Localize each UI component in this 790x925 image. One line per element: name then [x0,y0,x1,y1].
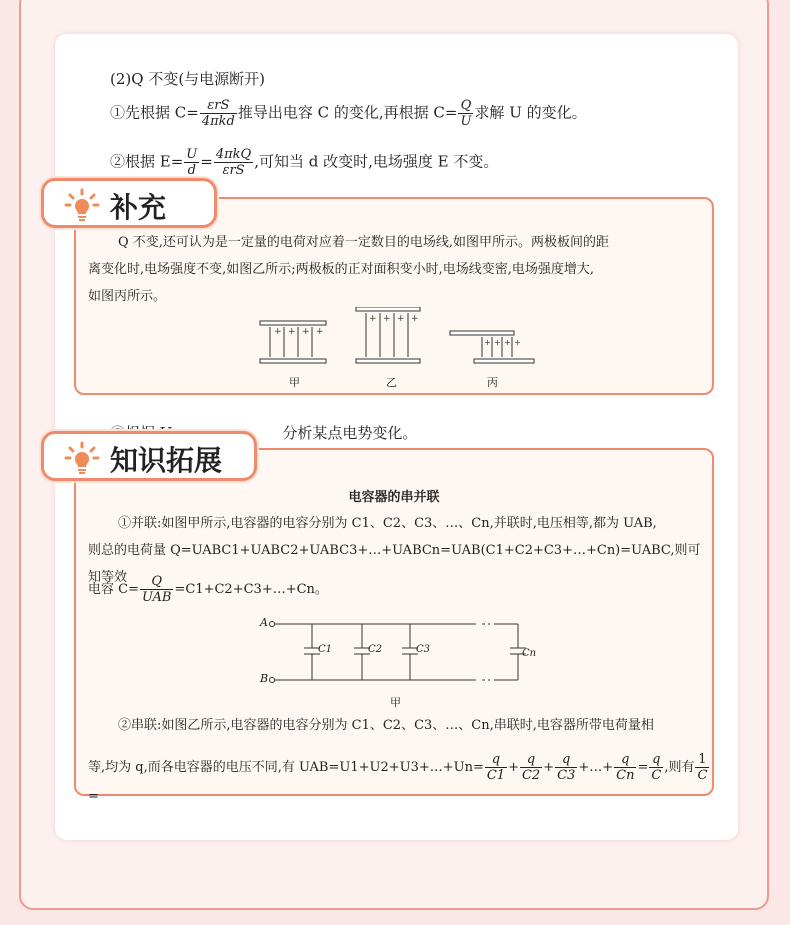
svg-text:+: + [397,314,405,324]
fraction-denominator: UAB [141,590,172,605]
knowledge-tag-label: 知识拓展 [110,444,223,477]
equiv-cap-tail: =C1+C2+C3+…+Cn。 [174,582,328,597]
fraction-numerator: q [649,752,663,768]
svg-text:+: + [369,314,377,324]
q-over-c3 [555,752,577,783]
fraction-numerator: Q [458,98,473,114]
cap-label-3: C3 [416,644,431,655]
fraction-numerator: q [614,752,636,768]
circuit-figure-label: 甲 [390,696,401,709]
step2-lead: ②根据 E= [110,152,184,171]
fraction-denominator: εrS [222,163,245,178]
fraction-denominator: U [460,114,472,129]
fraction-denominator: C2 [521,768,541,783]
series-end: = [88,789,99,804]
fraction-numerator: εrS [200,98,237,114]
step1-lead: ①先根据 C= [110,103,199,122]
lightbulb-icon [64,188,100,224]
step1-formula-line [110,98,587,129]
u-over-d-fraction [184,147,199,178]
q-over-uab-fraction [140,574,174,605]
q-over-c [649,752,663,783]
lightbulb-icon [64,441,100,477]
supplement-tag-label: 补充 [110,191,167,224]
figure-yi [356,307,420,363]
equals-sign: = [200,152,213,171]
cap-label-1: C1 [318,644,333,655]
field-fraction [214,147,253,178]
knowledge-box [74,448,714,804]
step1-mid: 推导出电容 C 的变化,再根据 C= [237,103,458,122]
svg-text:+: + [288,327,296,337]
equiv-cap-lead: 电容 C= [88,582,139,597]
q-over-c1 [485,752,507,783]
fraction-numerator: q [520,752,542,768]
fraction-numerator: q [555,752,577,768]
step2-tail: ,可知当 d 改变时,电场强度 E 不变。 [254,152,499,171]
knowledge-tag [41,431,257,481]
fraction-denominator: C1 [486,768,506,783]
step1-tail: 求解 U 的变化。 [474,103,587,122]
supplement-line-1: Q 不变,还可认为是一定量的电荷对应着一定数目的电场线,如图甲所示。两极板间的距 [118,235,610,250]
ellipsis-plus: +…+ [578,760,614,775]
fraction-denominator: C [697,768,708,783]
fraction-numerator: q [485,752,507,768]
fraction-denominator: C [651,768,662,783]
parallel-circuit [256,612,556,692]
fraction-numerator: 1 [695,752,709,768]
supplement-tag [41,178,217,228]
equals-sign: = [637,760,649,775]
figure-label-yi: 乙 [386,376,397,389]
q-unchanged-heading: (2)Q 不变(与电源断开) [110,70,266,88]
plus-sign: + [508,760,519,775]
svg-text:+: + [514,338,521,347]
q-over-cn [614,752,636,783]
cap-label-2: C2 [368,644,383,655]
q-over-c2 [520,752,542,783]
svg-text:+: + [383,314,391,324]
plus-sign: + [543,760,555,775]
terminal-a: A [260,616,268,629]
figure-bing [450,331,534,363]
fraction-numerator: 4πkQ [215,147,252,162]
series-then: ,则有 [664,760,695,775]
fraction-denominator: d [187,163,196,178]
svg-text:+: + [274,327,282,337]
svg-text:+: + [411,314,419,324]
figure-jia [260,321,326,363]
fraction-numerator: Q [140,574,174,590]
one-over-c [695,752,709,783]
fraction-denominator: C3 [557,768,576,783]
knowledge-title: 电容器的串并联 [348,490,440,505]
svg-text:+: + [302,327,310,337]
figure-label-bing: 丙 [487,376,498,389]
parallel-line-2: 则总的电荷量 Q=UABC1+UABC2+UABC3+…+UABCn=UAB(C1+C2+C3+…+Cn)=UABC,则可知等效 [88,543,701,585]
cap-label-n: Cn [522,648,537,659]
svg-text:+: + [504,338,511,347]
svg-text:+: + [494,338,501,347]
svg-text:+: + [316,327,324,337]
supplement-line-2: 离变化时,电场强度不变,如图乙所示;两极板的正对面积变小时,电场线变密,电场强度增大, [88,262,595,277]
series-lead: 等,均为 q,而各电容器的电压不同,有 UAB=U1+U2+U3+…+Un= [88,760,484,775]
svg-text:+: + [484,338,491,347]
terminal-b: B [260,672,269,685]
q-over-u-fraction [458,98,473,129]
fraction-denominator: Cn [616,768,635,783]
series-line-2 [88,752,712,810]
capacitance-fraction [200,98,237,129]
supplement-line-3: 如图丙所示。 [88,289,167,304]
step3-tail: 分析某点电势变化。 [282,424,418,442]
fraction-denominator: 4πkd [201,114,235,129]
parallel-line-1: ①并联:如图甲所示,电容器的电容分别为 C1、C2、C3、…、Cn,并联时,电压相等,都为 UAB, [118,516,657,531]
series-line-1: ②串联:如图乙所示,电容器的电容分别为 C1、C2、C3、…、Cn,串联时,电容器所带电荷量相 [118,718,654,733]
step2-formula-line [110,147,498,178]
fraction-numerator: U [186,147,198,162]
figure-label-jia: 甲 [289,376,300,389]
parallel-line-3 [88,574,328,605]
